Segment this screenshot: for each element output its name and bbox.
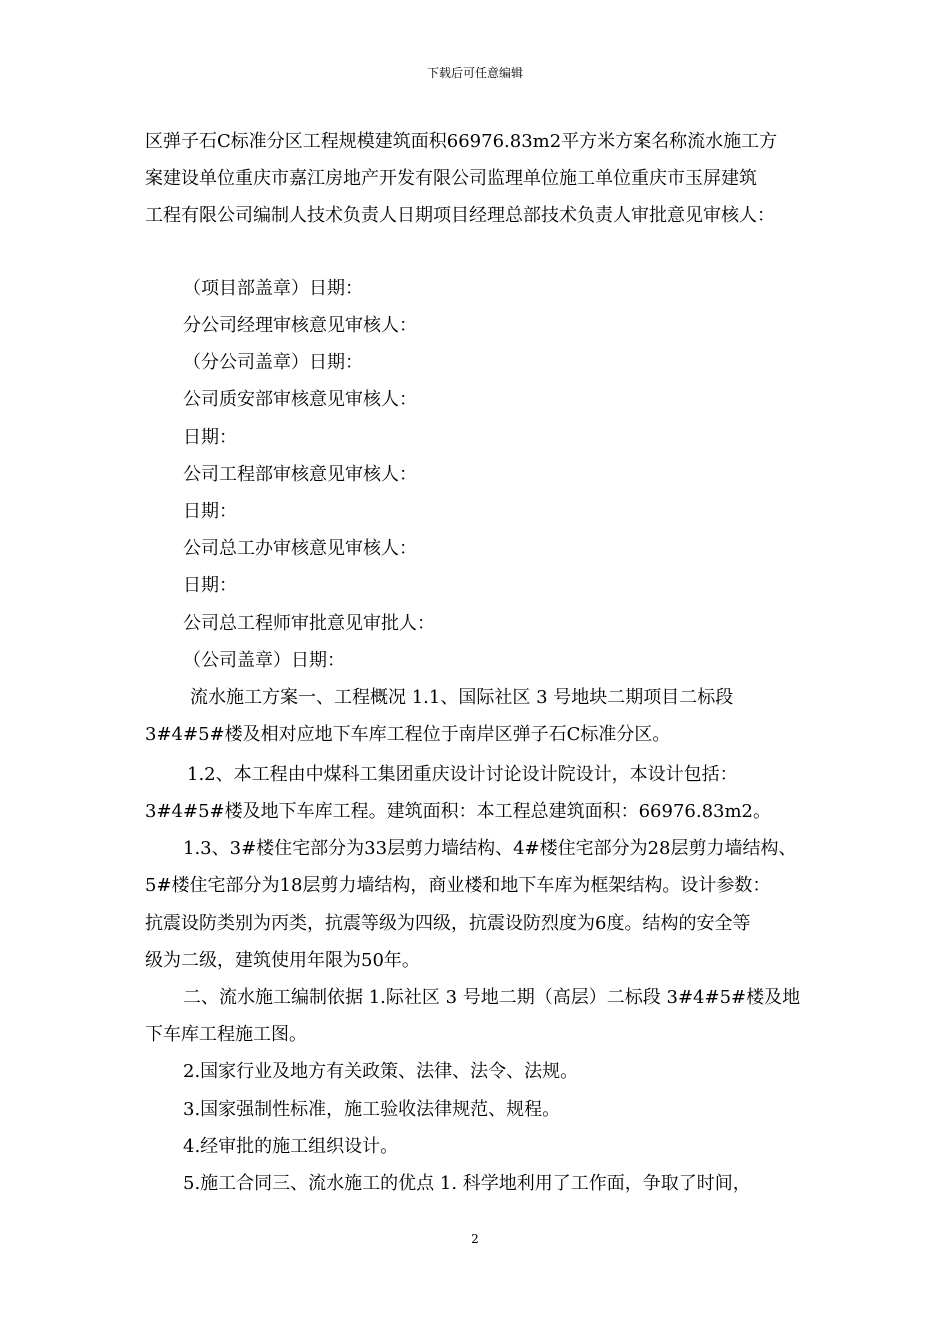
text-line: 级为二级，建筑使用年限为50年。 — [145, 950, 420, 971]
text-line: （公司盖章）日期： — [183, 650, 345, 671]
text-line: 下车库工程施工图。 — [145, 1024, 307, 1045]
text-line: 流水施工方案一、工程概况 1.1、国际社区 3 号地块二期项目二标段 — [190, 687, 734, 708]
text-line: 3#4#5#楼及地下车库工程。建筑面积：本工程总建筑面积：66976.83m2。 — [145, 801, 772, 822]
text-line: 5#楼住宅部分为18层剪力墙结构，商业楼和地下车库为框架结构。设计参数： — [145, 875, 771, 896]
text-line: 3.国家强制性标准，施工验收法律规范、规程。 — [183, 1099, 561, 1120]
text-line: 日期： — [183, 501, 237, 522]
text-line: 区弹子石C标准分区工程规模建筑面积66976.83m2平方米方案名称流水施工方 — [145, 131, 778, 152]
text-line: 4.经审批的施工组织设计。 — [183, 1136, 399, 1157]
text-line: 公司总工办审核意见审核人： — [183, 538, 417, 559]
text-line: 公司工程部审核意见审核人： — [183, 464, 417, 485]
text-line: 5.施工合同三、流水施工的优点 1. 科学地利用了工作面，争取了时间， — [183, 1173, 751, 1194]
text-line: 3#4#5#楼及相对应地下车库工程位于南岸区弹子石C标准分区。 — [145, 724, 671, 745]
text-line: 1.3、3#楼住宅部分为33层剪力墙结构、4#楼住宅部分为28层剪力墙结构、 — [183, 838, 797, 859]
text-line: 公司质安部审核意见审核人： — [183, 389, 417, 410]
page-number: 2 — [471, 1232, 479, 1246]
page-header: 下载后可任意编辑 — [426, 66, 523, 80]
text-line: 2.国家行业及地方有关政策、法律、法令、法规。 — [183, 1061, 579, 1082]
text-line: 分公司经理审核意见审核人： — [183, 315, 417, 336]
text-line: 1.2、本工程由中煤科工集团重庆设计讨论设计院设计，本设计包括： — [187, 764, 738, 785]
text-line: 工程有限公司编制人技术负责人日期项目经理总部技术负责人审批意见审核人： — [145, 205, 775, 226]
text-line: 日期： — [183, 575, 237, 596]
text-line: 日期： — [183, 427, 237, 448]
text-line: 抗震设防类别为丙类，抗震等级为四级，抗震设防烈度为6度。结构的安全等 — [145, 913, 751, 934]
text-line: 二、流水施工编制依据 1.际社区 3 号地二期（高层）二标段 3#4#5#楼及地 — [183, 987, 801, 1008]
text-line: 案建设单位重庆市嘉江房地产开发有限公司监理单位施工单位重庆市玉屏建筑 — [145, 168, 757, 189]
text-line: （分公司盖章）日期： — [183, 352, 363, 373]
text-line: （项目部盖章）日期： — [183, 278, 363, 299]
text-line: 公司总工程师审批意见审批人： — [183, 613, 435, 634]
